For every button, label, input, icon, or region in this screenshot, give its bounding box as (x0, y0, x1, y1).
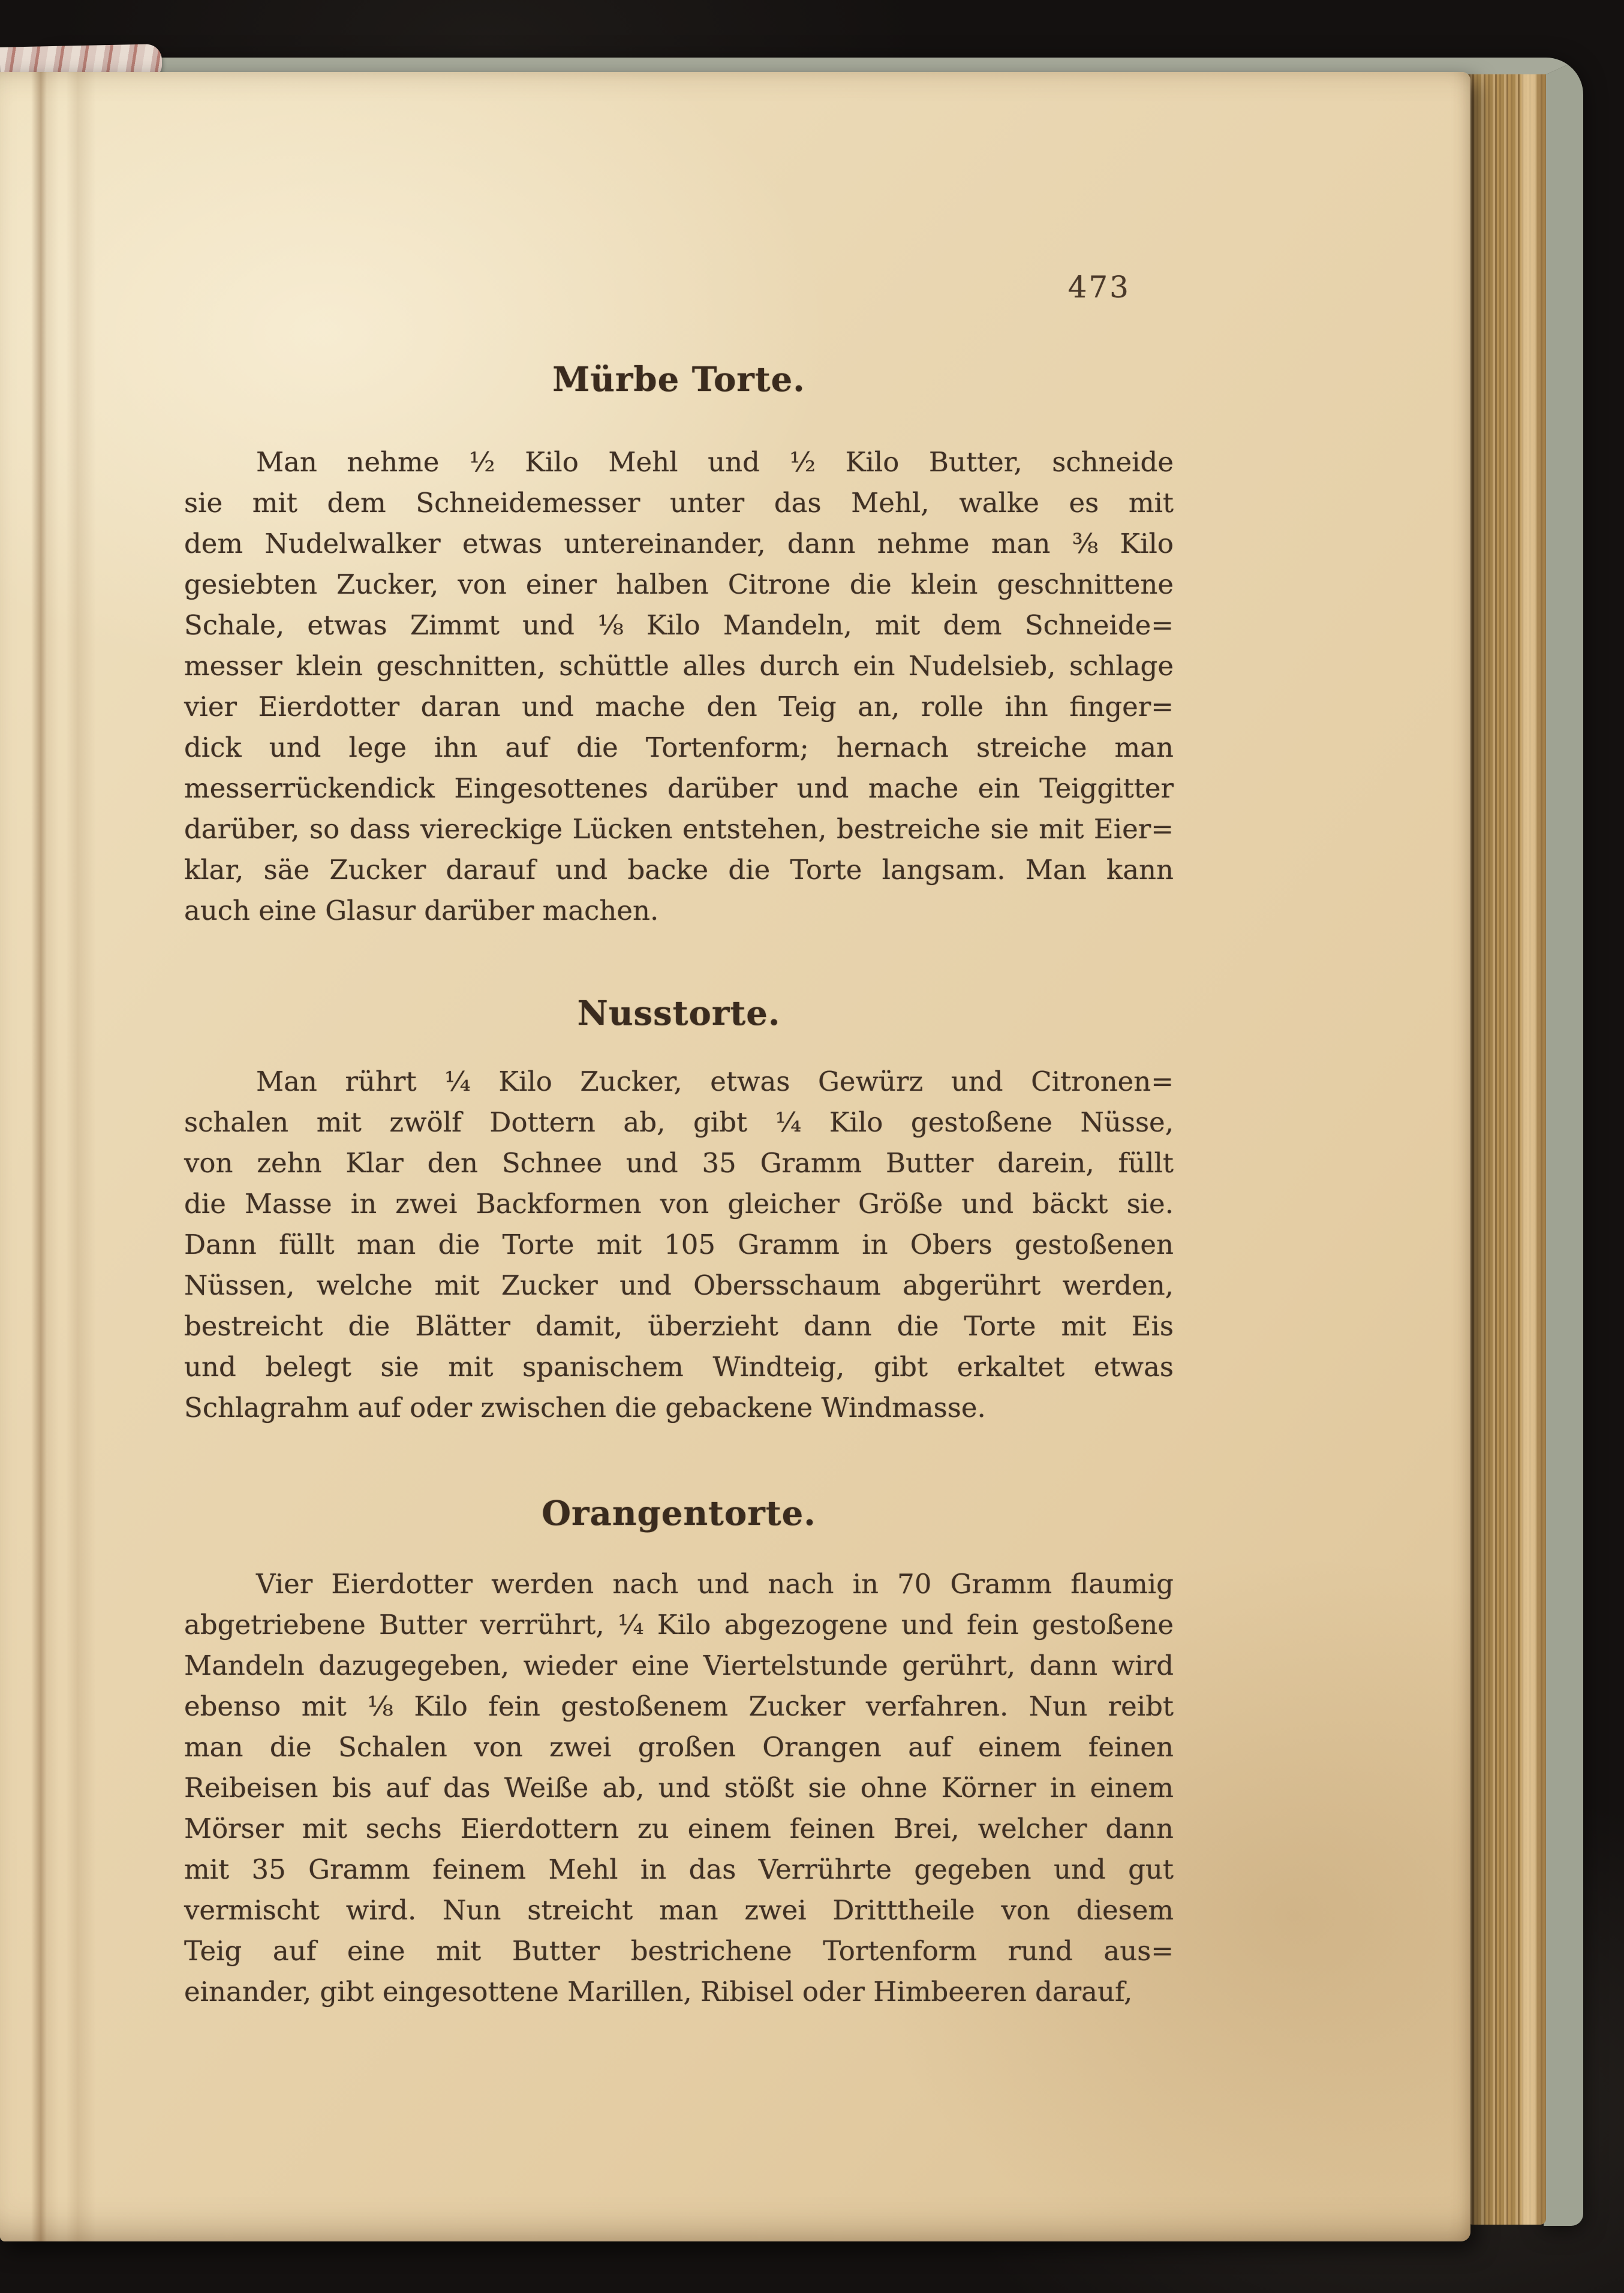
text-line: auch eine Glasur darüber machen. (184, 895, 659, 926)
recipe-paragraph (184, 1061, 1174, 1428)
text-line: messerrückendick Eingesottenes darüber und mache ein Teiggitter (184, 772, 1174, 804)
text-line: dem Nudelwalker etwas untereinander, dann nehme man ⅜ Kilo (184, 528, 1174, 559)
text-line: abgetriebene Butter verrührt, ¼ Kilo abgezogene und fein gestoßene (184, 1609, 1174, 1641)
text-line: und belegt sie mit spanischem Windteig, gibt erkaltet etwas (184, 1351, 1174, 1383)
text-line: die Masse in zwei Backformen von gleicher Größe und bäckt sie. (184, 1188, 1174, 1220)
recipe-paragraph (184, 1564, 1174, 2012)
text-line: Schlagrahm auf oder zwischen die gebackene Windmasse. (184, 1392, 986, 1424)
text-line: darüber, so dass viereckige Lücken entstehen, bestreiche sie mit Eier= (184, 813, 1174, 845)
text-line: Nüssen, welche mit Zucker und Obersschaum abgerührt werden, (184, 1269, 1174, 1301)
text-line: Dann füllt man die Torte mit 105 Gramm in Obers gestoßenen (184, 1229, 1174, 1260)
text-line: schalen mit zwölf Dottern ab, gibt ¼ Kilo gestoßene Nüsse, (184, 1106, 1174, 1138)
recipe-section-nusstorte (184, 994, 1174, 1428)
recipe-section-muerbe-torte (184, 360, 1174, 931)
text-line: messer klein geschnitten, schüttle alles durch ein Nudelsieb, schlage (184, 650, 1174, 682)
text-line: Man nehme ½ Kilo Mehl und ½ Kilo Butter, schneide (256, 446, 1174, 478)
text-line: vier Eierdotter daran und mache den Teig an, rolle ihn finger= (184, 691, 1174, 723)
text-line: Schale, etwas Zimmt und ⅛ Kilo Mandeln, mit dem Schneide= (184, 609, 1174, 641)
text-line: Vier Eierdotter werden nach und nach in 70 Gramm flaumig (256, 1568, 1174, 1600)
text-line: Mörser mit sechs Eierdottern zu einem feinen Brei, welcher dann (184, 1813, 1174, 1844)
book-page (0, 72, 1470, 2241)
text-line: vermischt wird. Nun streicht man zwei Dritttheile von diesem (184, 1894, 1174, 1926)
recipe-section-orangentorte (184, 1494, 1174, 2012)
text-line: klar, säe Zucker darauf und backe die Torte langsam. Man kann (184, 854, 1174, 886)
text-line: mit 35 Gramm feinem Mehl in das Verrührte gegeben und gut (184, 1853, 1174, 1885)
text-line: Man rührt ¼ Kilo Zucker, etwas Gewürz und Citronen= (256, 1066, 1174, 1097)
text-line: dick und lege ihn auf die Tortenform; hernach streiche man (184, 732, 1174, 763)
page-number: 473 (1067, 270, 1130, 305)
text-line: Reibeisen bis auf das Weiße ab, und stößt sie ohne Körner in einem (184, 1772, 1174, 1804)
recipe-title-muerbe-torte: Mürbe Torte. (552, 360, 805, 399)
text-line: ebenso mit ⅛ Kilo fein gestoßenem Zucker verfahren. Nun reibt (184, 1690, 1174, 1722)
text-line: sie mit dem Schneidemesser unter das Mehl, walke es mit (184, 487, 1174, 519)
text-line: gesiebten Zucker, von einer halben Citrone die klein geschnittene (184, 568, 1174, 600)
recipe-title-orangentorte: Orangentorte. (542, 1494, 816, 1533)
recipe-paragraph (184, 442, 1174, 931)
text-line: bestreicht die Blätter damit, überzieht dann die Torte mit Eis (184, 1310, 1174, 1342)
text-line: von zehn Klar den Schnee und 35 Gramm Butter darein, füllt (184, 1147, 1174, 1179)
text-line: Mandeln dazugegeben, wieder eine Viertelstunde gerührt, dann wird (184, 1650, 1174, 1681)
book-page-edges (1467, 74, 1546, 2225)
page-content (184, 72, 1174, 2012)
recipe-title-nusstorte: Nusstorte. (577, 994, 781, 1033)
text-line: einander, gibt eingesottene Marillen, Ribisel oder Himbeeren darauf, (184, 1976, 1133, 2008)
text-line: man die Schalen von zwei großen Orangen auf einem feinen (184, 1731, 1174, 1763)
text-line: Teig auf eine mit Butter bestrichene Tortenform rund aus= (184, 1935, 1174, 1967)
page-gutter-crease (31, 72, 97, 2241)
